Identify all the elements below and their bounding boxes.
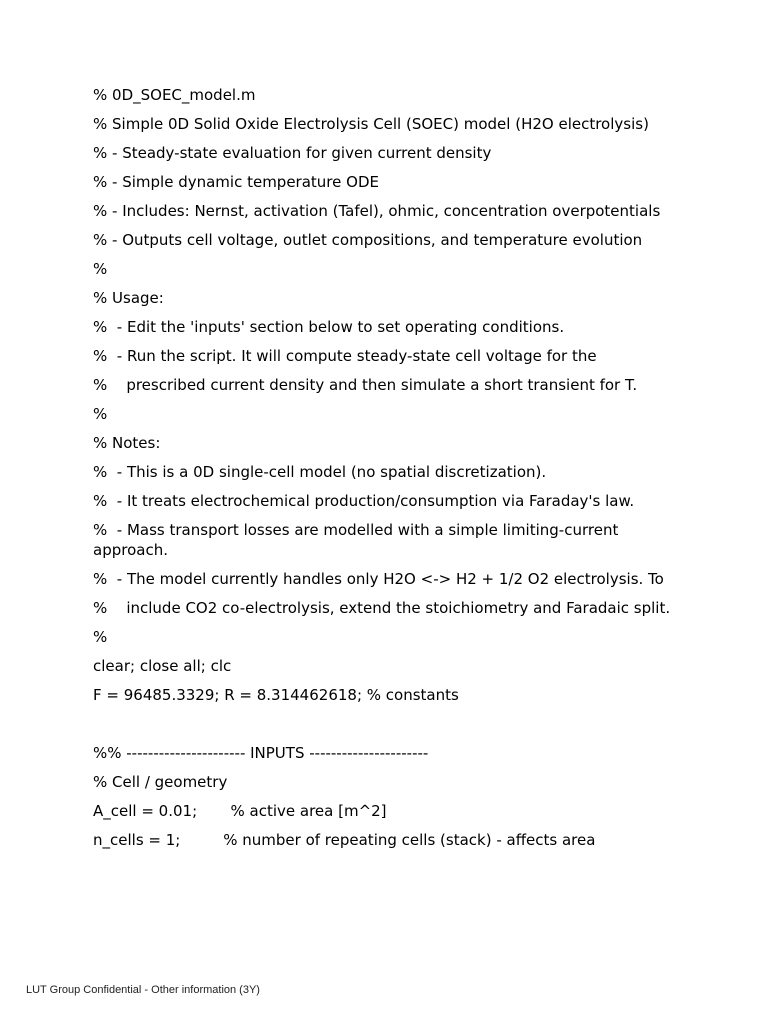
code-line-section-header: %% ---------------------- INPUTS ---------------------- bbox=[93, 743, 429, 762]
code-line-comment: % Cell / geometry bbox=[93, 772, 228, 791]
code-line-usage-heading: % Usage: bbox=[93, 289, 164, 307]
code-line-feature: % - Steady-state evaluation for given current density bbox=[93, 144, 492, 162]
code-line-filename: % 0D_SOEC_model.m bbox=[93, 86, 256, 104]
code-line-note: % - The model currently handles only H2O <-> H2 + 1/2 O2 electrolysis. To bbox=[93, 569, 664, 588]
code-line-comment: % bbox=[93, 627, 108, 646]
code-line-assignment: A_cell = 0.01; % active area [m^2] bbox=[93, 801, 387, 820]
confidentiality-footer: LUT Group Confidential - Other information (3Y) bbox=[26, 984, 260, 996]
code-line-assignment: n_cells = 1; % number of repeating cells (stack) - affects area bbox=[93, 830, 596, 849]
code-line-note: % - Mass transport losses are modelled with a simple limiting-current approach. bbox=[93, 521, 624, 559]
code-line-feature: % - Includes: Nernst, activation (Tafel), ohmic, concentration overpotentials bbox=[93, 202, 661, 220]
code-line-comment: % bbox=[93, 405, 108, 423]
code-line-usage: % - Run the script. It will compute steady-state cell voltage for the bbox=[93, 347, 597, 365]
document-body bbox=[93, 86, 673, 860]
code-line-statement: clear; close all; clc bbox=[93, 656, 232, 675]
code-line-feature: % - Simple dynamic temperature ODE bbox=[93, 173, 379, 191]
code-line-constants: F = 96485.3329; R = 8.314462618; % constants bbox=[93, 685, 459, 704]
code-line-note: % include CO2 co-electrolysis, extend the stoichiometry and Faradaic split. bbox=[93, 598, 671, 617]
code-line-note: % - This is a 0D single-cell model (no spatial discretization). bbox=[93, 463, 547, 481]
code-line-feature: % - Outputs cell voltage, outlet compositions, and temperature evolution bbox=[93, 231, 643, 249]
code-line-comment: % bbox=[93, 260, 108, 278]
code-line-usage: % - Edit the 'inputs' section below to set operating conditions. bbox=[93, 318, 565, 336]
code-line-blank bbox=[93, 715, 673, 735]
code-line-usage: % prescribed current density and then simulate a short transient for T. bbox=[93, 376, 638, 394]
code-line-note: % - It treats electrochemical production/consumption via Faraday's law. bbox=[93, 492, 635, 510]
code-line-description: % Simple 0D Solid Oxide Electrolysis Cell (SOEC) model (H2O electrolysis) bbox=[93, 115, 649, 133]
code-line-notes-heading: % Notes: bbox=[93, 434, 161, 452]
